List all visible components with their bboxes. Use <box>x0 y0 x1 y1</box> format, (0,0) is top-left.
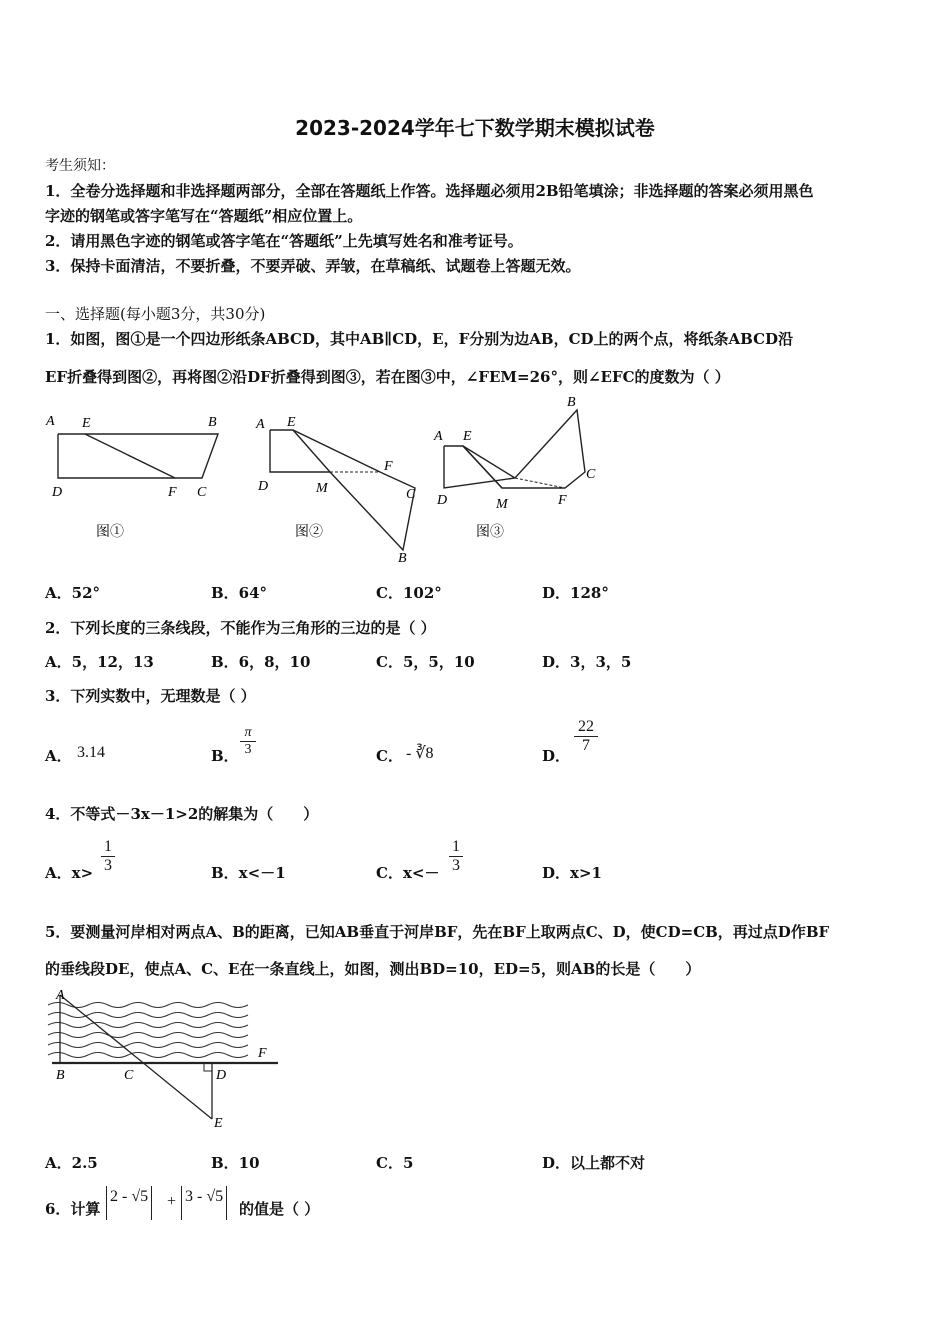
q3-stem: 3．下列实数中，无理数是（ ） <box>45 687 256 705</box>
q3-d-denominator: 7 <box>582 737 590 754</box>
q4-option-d: D．x>1 <box>542 864 602 882</box>
fig1-caption: 图① <box>96 525 124 540</box>
q5-option-a: A．2.5 <box>45 1154 98 1172</box>
fig1-label-F: F <box>168 485 177 500</box>
q4-a-denominator: 3 <box>104 857 112 874</box>
q3-b-denominator: 3 <box>244 742 252 757</box>
q3-option-a-value: 3.14 <box>77 744 105 761</box>
fig3-label-A: A <box>434 429 443 444</box>
q4-option-a-label: A．x> <box>45 864 94 882</box>
q5-option-c: C．5 <box>376 1154 414 1172</box>
q5-stem-line2: 的垂线段DE，使点A、C、E在一条直线上，如图，测出BD=10，ED=5，则AB的长是（ ） <box>45 960 701 978</box>
q1-figure-1 <box>45 414 218 540</box>
fig1-label-A: A <box>46 414 55 429</box>
q5-river-waves <box>48 1003 248 1058</box>
fig2-label-E: E <box>287 415 296 430</box>
q6-suffix: 的值是（ ） <box>239 1200 320 1218</box>
fig3-label-M: M <box>496 497 508 512</box>
q2-option-c: C．5，5，10 <box>376 653 475 671</box>
q2-option-a: A．5，12，13 <box>45 653 154 671</box>
q6-abs-expr-2 <box>181 1186 227 1220</box>
q2-option-b: B．6，8，10 <box>211 653 311 671</box>
q4-option-c-label: C．x<－ <box>376 864 440 882</box>
fig2-label-C: C <box>406 487 416 502</box>
notice-line1b: 字迹的钢笔或答字笔写在“答题纸”相应位置上。 <box>45 207 363 225</box>
q6-prefix: 6．计算 <box>45 1200 101 1218</box>
q1-option-c: C．102° <box>376 584 442 602</box>
q3-d-numerator: 22 <box>578 718 594 735</box>
q4-c-numerator: 1 <box>452 838 460 855</box>
q5-label-C: C <box>124 1068 134 1083</box>
q6-expr-2: 3 - √5 <box>185 1188 224 1205</box>
q2-stem: 2．下列长度的三条线段，不能作为三角形的三边的是（ ） <box>45 619 436 637</box>
fig3-label-E: E <box>463 429 472 444</box>
fig2-caption: 图② <box>295 525 323 540</box>
q6-expr-1: 2 - √5 <box>110 1188 149 1205</box>
fig3-caption: 图③ <box>476 525 504 540</box>
page-title: 2023-2024学年七下数学期末模拟试卷 <box>295 116 655 140</box>
q5-stem-line1: 5．要测量河岸相对两点A、B的距离，已知AB垂直于河岸BF，先在BF上取两点C、D，使CD=CB，再过点D作BF <box>45 923 830 941</box>
fig3-label-F: F <box>558 493 567 508</box>
q3-option-c-value: - ∛8 <box>406 745 434 762</box>
fig1-label-D: D <box>52 485 63 500</box>
fig2-label-F: F <box>384 459 393 474</box>
q5-option-d: D．以上都不对 <box>542 1154 646 1172</box>
q4-option-a-fraction <box>101 838 115 875</box>
q3-option-b-label: B． <box>211 747 239 765</box>
notice-line3: 3．保持卡面清洁，不要折叠，不要弄破、弄皱，在草稿纸、试题卷上答题无效。 <box>45 257 581 275</box>
fig2-label-M: M <box>316 481 328 496</box>
q5-label-A: A <box>56 988 65 1003</box>
q1-stem-line1: 1．如图，图①是一个四边形纸条ABCD，其中AB∥CD，E，F分别为边AB，CD上的两个点，将纸条ABCD沿 <box>45 330 794 348</box>
q1-figures <box>40 390 620 570</box>
q1-option-d: D．128° <box>542 584 609 602</box>
q5-figure <box>40 985 285 1133</box>
q1-option-a: A．52° <box>45 584 101 602</box>
section-heading: 一、选择题(每小题3分，共30分) <box>45 305 266 323</box>
q3-b-numerator: π <box>244 725 252 740</box>
q4-c-denominator: 3 <box>452 857 460 874</box>
q4-stem: 4．不等式－3x－1>2的解集为（ ） <box>45 805 319 823</box>
q4-a-numerator: 1 <box>104 838 112 855</box>
notice-line1a: 1．全卷分选择题和非选择题两部分，全部在答题纸上作答。选择题必须用2B铅笔填涂；非选择题的答案必须用黑色 <box>45 182 814 200</box>
q5-label-B: B <box>56 1068 65 1083</box>
fig3-label-B: B <box>567 395 576 410</box>
q3-option-d-fraction <box>574 718 598 755</box>
fig2-label-B: B <box>398 551 407 566</box>
q6-plus: + <box>167 1193 177 1210</box>
q6-abs-expr-1 <box>106 1186 152 1220</box>
q4-option-b: B．x<－1 <box>211 864 286 882</box>
q2-option-d: D．3，3，5 <box>542 653 632 671</box>
fig1-label-C: C <box>197 485 207 500</box>
q1-stem-line2: EF折叠得到图②，再将图②沿DF折叠得到图③，若在图③中，∠FEM=26°，则∠EFC的度数为（ ） <box>45 368 730 386</box>
q1-figure-2 <box>255 415 416 566</box>
fig1-label-B: B <box>208 415 217 430</box>
q5-option-b: B．10 <box>211 1154 260 1172</box>
fig3-label-C: C <box>586 467 596 482</box>
fig3-label-D: D <box>437 493 448 508</box>
q5-label-E: E <box>214 1116 223 1131</box>
q3-option-d-label: D． <box>542 747 571 765</box>
fig2-label-A: A <box>256 417 265 432</box>
notice-heading: 考生须知： <box>45 158 115 174</box>
q5-label-D: D <box>216 1068 227 1083</box>
q4-option-c-fraction <box>449 838 463 875</box>
q3-option-a-label: A． <box>45 747 72 765</box>
q3-option-b-fraction <box>240 725 256 758</box>
fig2-label-D: D <box>258 479 269 494</box>
fig1-label-E: E <box>82 416 91 431</box>
q1-figure-3 <box>433 395 596 540</box>
q3-option-c-label: C． <box>376 747 403 765</box>
q1-option-b: B．64° <box>211 584 268 602</box>
q5-label-F: F <box>258 1046 267 1061</box>
notice-line2: 2．请用黑色字迹的钢笔或答字笔在“答题纸”上先填写姓名和准考证号。 <box>45 232 523 250</box>
